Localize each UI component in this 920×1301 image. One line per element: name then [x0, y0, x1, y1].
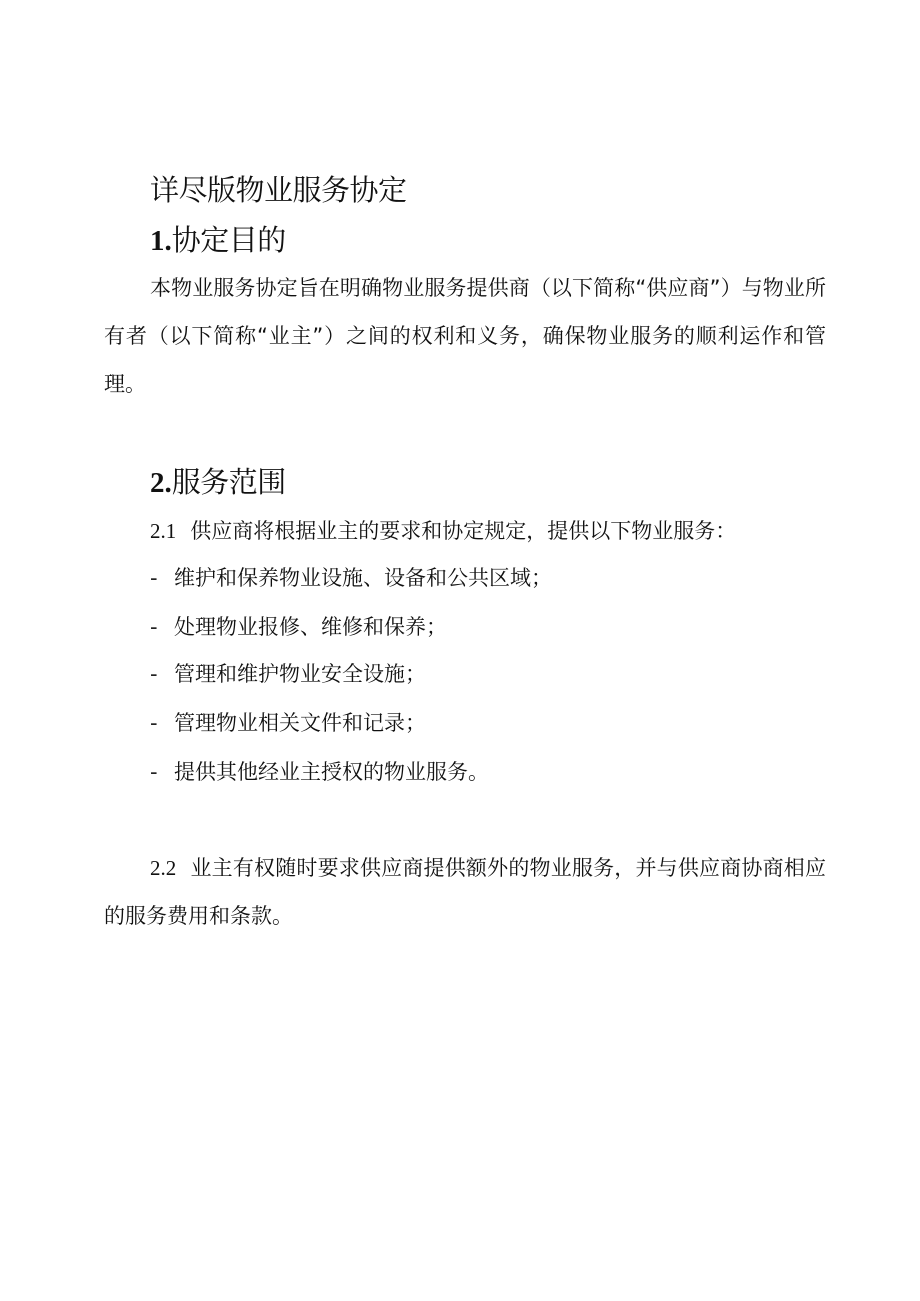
clause-2-2-body: [104, 856, 826, 928]
section-1-paragraph-text: 本物业服务协定旨在明确物业服务提供商（以下简称“供应商”）与物业所有者（以下简称“业主”）之间的权利和义务，确保物业服务的顺利运作和管理。: [104, 276, 826, 396]
section-2-heading: [150, 460, 286, 501]
list-item: [150, 707, 426, 737]
list-dash: -: [150, 760, 158, 784]
list-item: [150, 562, 552, 592]
section-2-title: 服务范围: [171, 465, 286, 499]
section-2-number: 2.: [150, 467, 172, 499]
clause-2-1-text: 供应商将根据业主的要求和协定规定，提供以下物业服务：: [190, 519, 737, 543]
list-item-text: 管理和维护物业安全设施；: [174, 662, 426, 686]
document-title: 详尽版物业服务协定: [150, 173, 407, 207]
list-dash: -: [150, 566, 158, 590]
section-1-title: 协定目的: [171, 223, 286, 257]
section-1-paragraph: [104, 264, 826, 408]
clause-2-1-number: 2.1: [150, 519, 177, 543]
list-item: [150, 611, 447, 641]
list-dash: -: [150, 711, 158, 735]
clause-2-1: [150, 515, 736, 545]
list-dash: -: [150, 662, 158, 686]
clause-2-2-number: 2.2: [150, 856, 177, 880]
clause-2-2-text: 业主有权随时要求供应商提供额外的物业服务，并与供应商协商相应的服务费用和条款。: [104, 856, 826, 928]
list-item-text: 维护和保养物业设施、设备和公共区域；: [174, 566, 552, 590]
list-item-text: 处理物业报修、维修和保养；: [174, 615, 447, 639]
list-dash: -: [150, 615, 158, 639]
clause-2-2: [104, 844, 826, 940]
list-item-text: 提供其他经业主授权的物业服务。: [174, 760, 489, 784]
section-1-heading: [150, 218, 286, 259]
list-item-text: 管理物业相关文件和记录；: [174, 711, 426, 735]
list-item: [150, 658, 426, 688]
section-1-number: 1.: [150, 225, 172, 257]
list-item: [150, 756, 489, 786]
